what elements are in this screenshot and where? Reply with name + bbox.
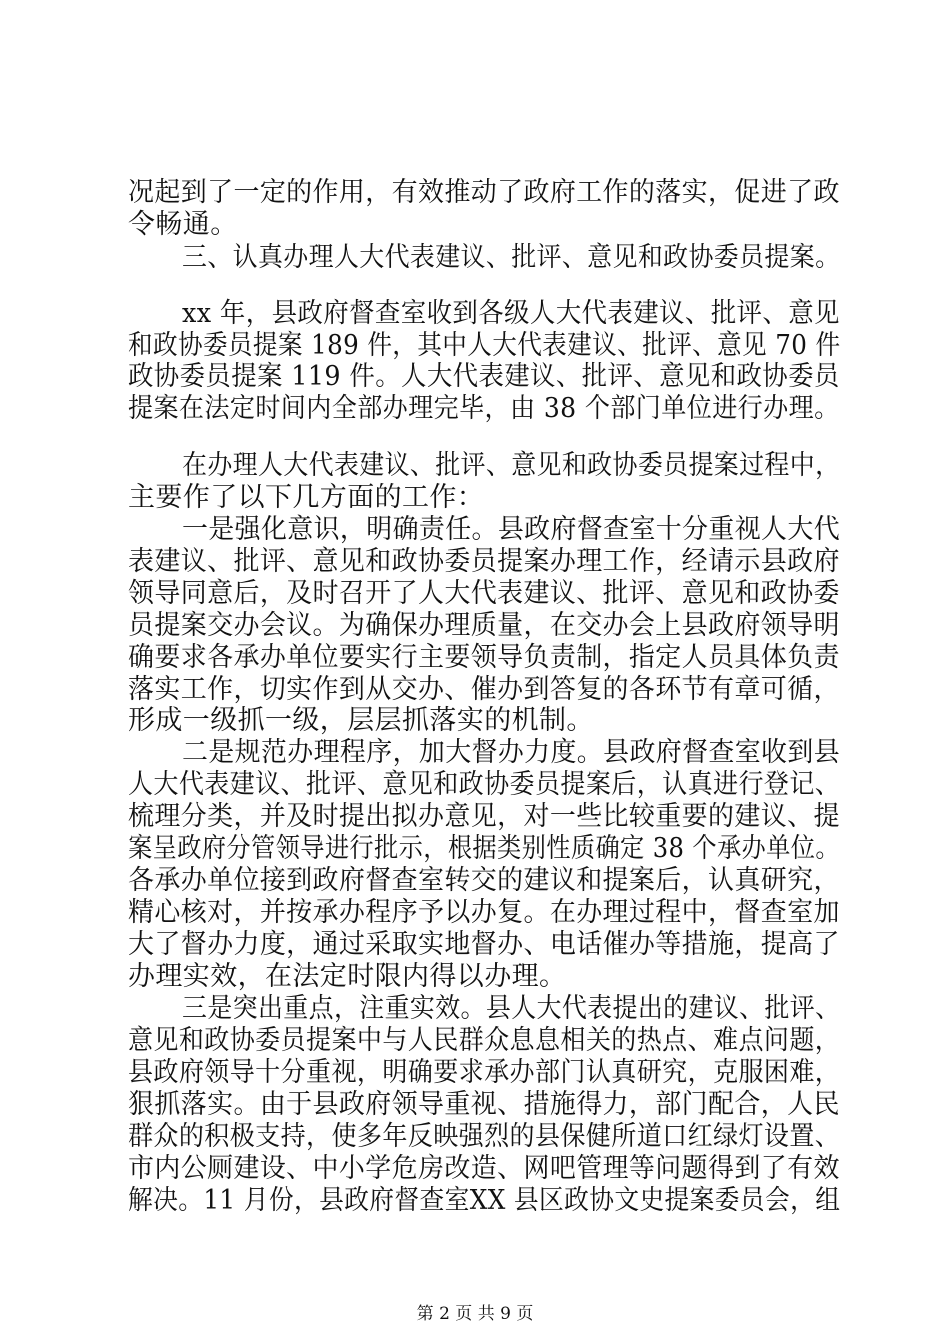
text-line: 群众的积极支持，使多年反映强烈的县保健所道口红绿灯设置、 <box>128 1121 841 1152</box>
text-line: 和政协委员提案 189 件，其中人大代表建议、批评、意见 70 件 <box>128 330 841 361</box>
text-line: 办理实效，在法定时限内得以办理。 <box>128 961 567 992</box>
text-line: 确要求各承办单位要实行主要领导负责制，指定人员具体负责 <box>128 642 840 673</box>
page-number: 第 2 页 共 9 页 <box>416 1304 534 1324</box>
text-line: 落实工作，切实作到从交办、催办到答复的各环节有章可循， <box>128 674 840 705</box>
text-line: 主要作了以下几方面的工作： <box>128 482 485 513</box>
text-line: 况起到了一定的作用，有效推动了政府工作的落实，促进了政 <box>128 177 840 208</box>
text-line: 一是强化意识，明确责任。县政府督查室十分重视人大代 <box>182 514 841 545</box>
text-line: 人大代表建议、批评、意见和政协委员提案后，认真进行登记、 <box>128 769 841 800</box>
text-line: 在办理人大代表建议、批评、意见和政协委员提案过程中， <box>182 450 841 481</box>
text-line: 三是突出重点，注重实效。县人大代表提出的建议、批评、 <box>182 993 841 1024</box>
text-line: 表建议、批评、意见和政协委员提案办理工作，经请示县政府 <box>128 546 840 577</box>
text-line: 大了督办力度，通过采取实地督办、电话催办等措施，提高了 <box>128 929 840 960</box>
text-line: 意见和政协委员提案中与人民群众息息相关的热点、难点问题， <box>128 1025 841 1056</box>
text-line: 领导同意后，及时召开了人大代表建议、批评、意见和政协委 <box>128 578 840 609</box>
text-line: 县政府领导十分重视，明确要求承办部门认真研究，克服困难， <box>128 1057 841 1088</box>
text-line: 员提案交办会议。为确保办理质量，在交办会上县政府领导明 <box>128 610 840 641</box>
text-line: 梳理分类，并及时提出拟办意见，对一些比较重要的建议、提 <box>128 801 840 832</box>
text-line: 解决。11 月份，县政府督查室XX 县区政协文史提案委员会，组 <box>128 1185 841 1216</box>
text-line: 狠抓落实。由于县政府领导重视、措施得力，部门配合，人民 <box>128 1089 840 1120</box>
text-line: xx 年，县政府督查室收到各级人大代表建议、批评、意见 <box>182 298 840 329</box>
text-line: 各承办单位接到政府督查室转交的建议和提案后，认真研究， <box>128 865 840 896</box>
text-line: 市内公厕建设、中小学危房改造、网吧管理等问题得到了有效 <box>128 1153 840 1184</box>
text-line: 案呈政府分管领导进行批示，根据类别性质确定 38 个承办单位。 <box>128 833 840 864</box>
text-line: 二是规范办理程序，加大督办力度。县政府督查室收到县 <box>182 737 841 768</box>
text-line: 令畅通。 <box>128 209 238 240</box>
text-line: 政协委员提案 119 件。人大代表建议、批评、意见和政协委员 <box>128 361 840 392</box>
text-line: 形成一级抓一级，层层抓落实的机制。 <box>128 705 594 736</box>
text-line: 提案在法定时间内全部办理完毕，由 38 个部门单位进行办理。 <box>128 393 840 424</box>
section-heading: 三、认真办理人大代表建议、批评、意见和政协委员提案。 <box>182 242 841 273</box>
text-line: 精心核对，并按承办程序予以办复。在办理过程中，督查室加 <box>128 897 840 928</box>
